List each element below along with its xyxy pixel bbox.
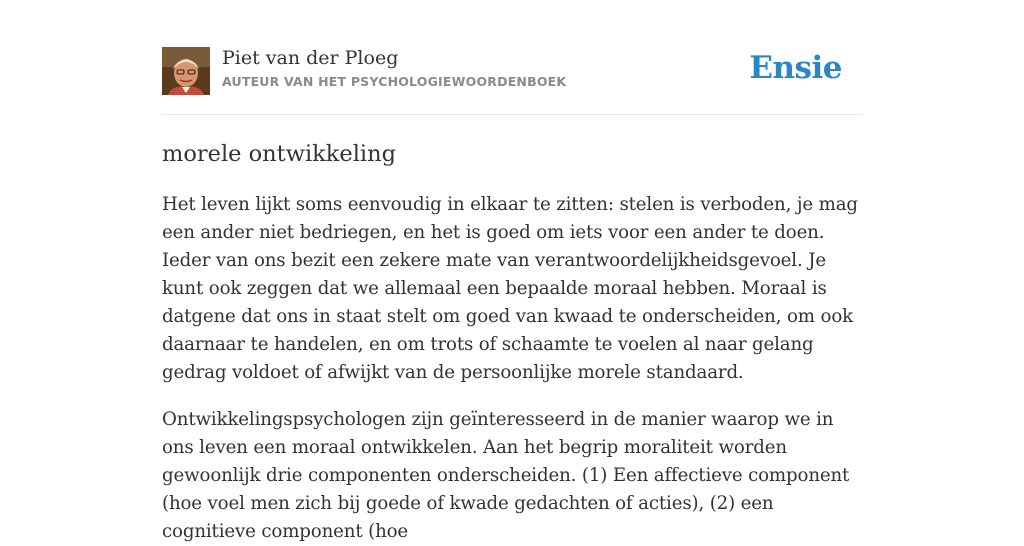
author-role: AUTEUR VAN HET PSYCHOLOGIEWOORDENBOEK [222, 74, 567, 89]
author-name[interactable]: Piet van der Ploeg [222, 47, 399, 69]
article-card [162, 46, 862, 546]
ensie-logo[interactable]: Ensie [749, 50, 842, 86]
author-photo-icon [162, 47, 210, 95]
author-header [162, 46, 862, 115]
article-title: morele ontwikkeling [162, 141, 397, 167]
author-avatar[interactable] [162, 47, 210, 95]
article-paragraph: Het leven lijkt soms eenvoudig in elkaar te zitten: stelen is verboden, je mag een ander niet bedriegen, en het is goed om iets voor een ander te doen. Ieder van ons bezit een zekere mate van verantwoordelijkheidsgevoel. Je kunt ook zeggen dat we allemaal een bepaalde moraal hebben. Moraal is datgene dat ons in staat stelt om goed van kwaad te onderscheiden, om ook daarnaar te handelen, en om trots of schaamte te voelen al naar gelang gedrag voldoet of afwijkt van de persoonlijke morele standaard. [162, 194, 858, 383]
article-paragraph: Ontwikkelingspsychologen zijn geïnteresseerd in de manier waarop we in ons leven een moraal ontwikkelen. Aan het begrip moraliteit worden gewoonlijk drie componenten onderscheiden. (1) Een affectieve component (hoe voel men zich bij goede of kwade gedachten of acties), (2) een cognitieve component (hoe [162, 409, 850, 542]
